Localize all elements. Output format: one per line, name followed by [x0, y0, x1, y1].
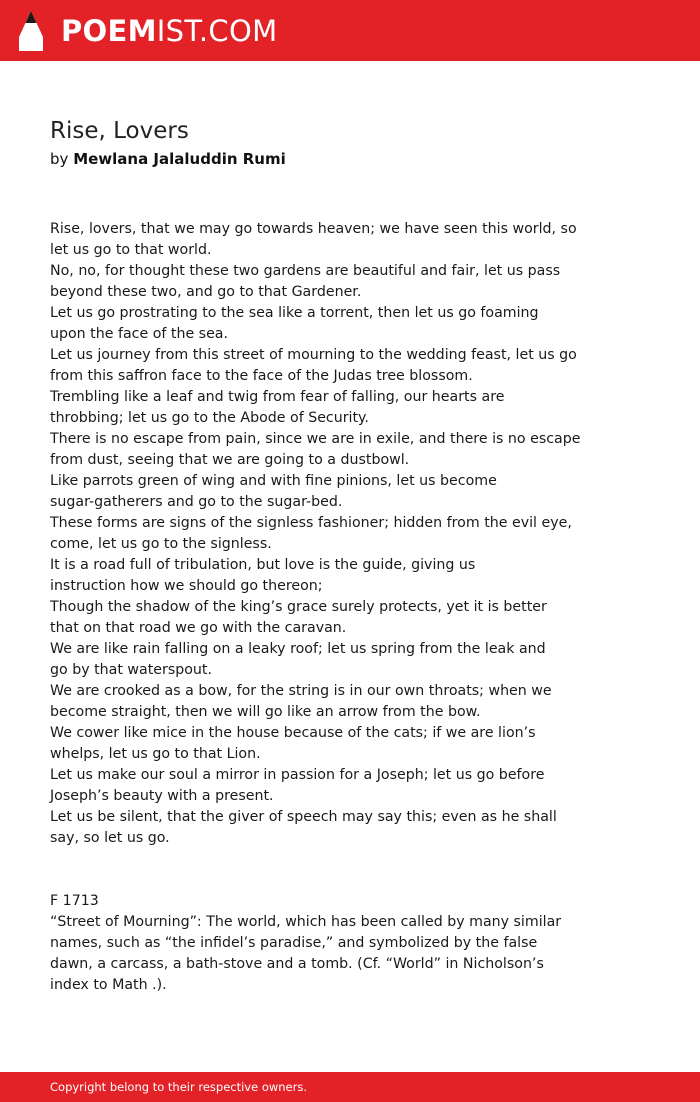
poem-line: upon the face of the sea. [50, 326, 229, 342]
poem-line: Trembling like a leaf and twig from fear of falling, our hearts are [50, 389, 505, 405]
poem-line: Though the shadow of the king’s grace surely protects, yet it is better [50, 599, 547, 615]
poem-line: come, let us go to the signless. [50, 536, 272, 552]
poem-line: go by that waterspout. [50, 662, 212, 678]
poem-line: We are crooked as a bow, for the string is in our own throats; when we [50, 683, 552, 699]
poem-title: Rise, Lovers [50, 118, 189, 144]
poem-line: Let us go prostrating to the sea like a torrent, then let us go foaming [50, 305, 539, 321]
poem-line: We are like rain falling on a leaky roof; let us spring from the leak and [50, 641, 546, 657]
poem-line: beyond these two, and go to that Gardener. [50, 284, 362, 300]
poem-line: instruction how we should go thereon; [50, 578, 323, 594]
by-label: by [50, 150, 69, 168]
poem-line: There is no escape from pain, since we are in exile, and there is no escape [50, 431, 581, 447]
poem-line: say, so let us go. [50, 830, 170, 846]
note-line: index to Math .). [50, 977, 167, 993]
brand-name-bold: POEM [61, 14, 157, 48]
poem-note [50, 891, 570, 996]
poem-line: throbbing; let us go to the Abode of Security. [50, 410, 369, 426]
poem-line: whelps, let us go to that Lion. [50, 746, 261, 762]
poem-line: We cower like mice in the house because of the cats; if we are lion’s [50, 725, 536, 741]
poem-line: Joseph’s beauty with a present. [50, 788, 274, 804]
poem-line: It is a road full of tribulation, but love is the guide, giving us [50, 557, 476, 573]
poem-line: Like parrots green of wing and with fine pinions, let us become [50, 473, 497, 489]
copyright-text: Copyright belong to their respective owners. [50, 1080, 308, 1094]
brand-name [61, 9, 277, 53]
site-footer [0, 1072, 700, 1102]
pencil-icon [17, 9, 45, 53]
poem-line: let us go to that world. [50, 242, 212, 258]
brand-name-light: IST.COM [156, 14, 278, 48]
site-logo[interactable] [17, 9, 277, 53]
poem-byline [50, 148, 286, 170]
poem-line: Let us be silent, that the giver of speech may say this; even as he shall [50, 809, 557, 825]
note-line: names, such as “the infidel’s paradise,” and symbolized by the false [50, 935, 538, 951]
note-line: “Street of Mourning”: The world, which has been called by many similar [50, 914, 562, 930]
poem-line: Rise, lovers, that we may go towards heaven; we have seen this world, so [50, 221, 577, 237]
poem-line: No, no, for thought these two gardens are beautiful and fair, let us pass [50, 263, 561, 279]
poem-line: become straight, then we will go like an arrow from the bow. [50, 704, 481, 720]
author-name[interactable]: Mewlana Jalaluddin Rumi [73, 150, 286, 168]
poem-line: from dust, seeing that we are going to a dustbowl. [50, 452, 410, 468]
poem-line: sugar-gatherers and go to the sugar-bed. [50, 494, 343, 510]
poem-line: These forms are signs of the signless fashioner; hidden from the evil eye, [50, 515, 572, 531]
poem-line: Let us journey from this street of mourning to the wedding feast, let us go [50, 347, 577, 363]
poem-line: that on that road we go with the caravan. [50, 620, 347, 636]
note-line: dawn, a carcass, a bath-stove and a tomb. (Cf. “World” in Nicholson’s [50, 956, 544, 972]
note-line: F 1713 [50, 893, 99, 909]
site-header [0, 0, 700, 61]
poem-line: Let us make our soul a mirror in passion for a Joseph; let us go before [50, 767, 545, 783]
poem-line: from this saffron face to the face of the Judas tree blossom. [50, 368, 473, 384]
poem-body [50, 219, 581, 849]
